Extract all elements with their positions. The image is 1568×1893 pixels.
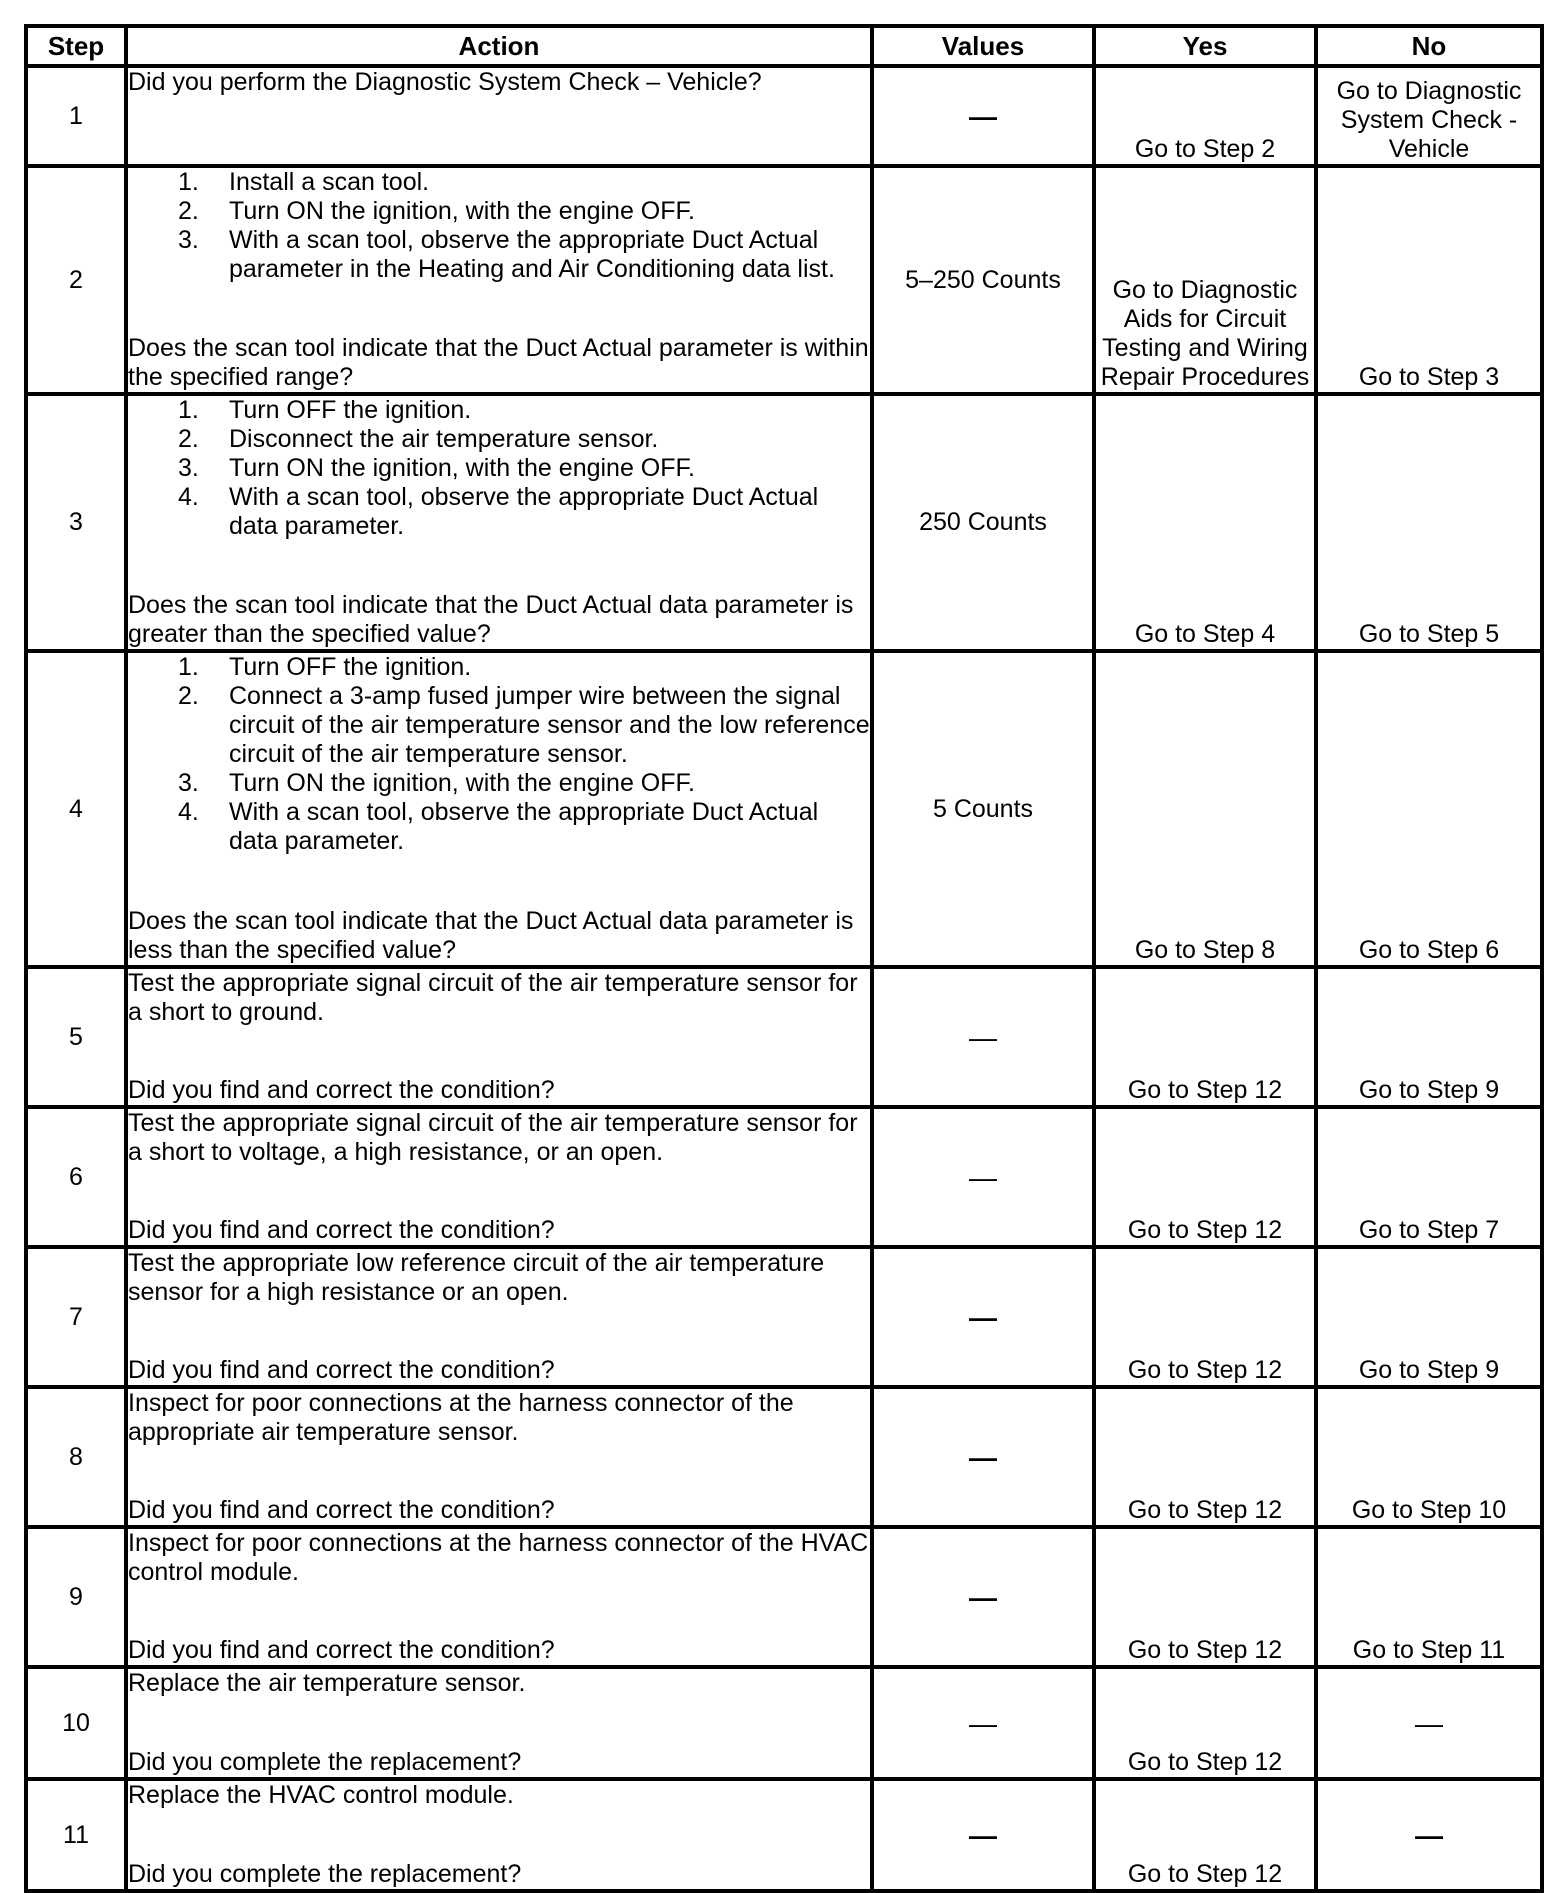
values-cell: — [872, 1527, 1094, 1667]
yes-cell: Go to Step 12 [1094, 1247, 1316, 1387]
action-step-text: Turn ON the ignition, with the engine OFF. [229, 769, 695, 797]
action-step-item [128, 197, 870, 226]
step-number: 11 [26, 1779, 126, 1891]
action-step-number: 3. [178, 226, 199, 254]
yes-cell: Go to Diagnostic Aids for Circuit Testing and Wiring Repair Procedures [1094, 166, 1316, 394]
step-number: 3 [26, 394, 126, 651]
values-cell: — [872, 967, 1094, 1107]
action-step-text: Turn OFF the ignition. [229, 653, 472, 681]
yes-cell: Go to Step 12 [1094, 1107, 1316, 1247]
action-text: Test the appropriate signal circuit of the air temperature sensor for a short to ground. [128, 969, 858, 1026]
action-question: Did you find and correct the condition? [128, 1216, 555, 1244]
header-yes: Yes [1094, 26, 1316, 66]
action-step-item [128, 682, 870, 769]
header-action: Action [126, 26, 872, 66]
yes-cell: Go to Step 2 [1094, 66, 1316, 166]
action-step-text: Turn ON the ignition, with the engine OFF. [229, 197, 695, 225]
action-step-number: 4. [178, 798, 199, 826]
values-cell: — [872, 66, 1094, 166]
action-text: Inspect for poor connections at the harness connector of the appropriate air temperature sensor. [128, 1389, 794, 1446]
action-step-text: With a scan tool, observe the appropriate Duct Actual parameter in the Heating and Air Conditioning data list. [229, 226, 835, 283]
step-number: 6 [26, 1107, 126, 1247]
action-cell [126, 1667, 872, 1779]
header-step: Step [26, 26, 126, 66]
action-question: Does the scan tool indicate that the Duct Actual parameter is within the specified range? [128, 334, 869, 391]
action-question: Did you find and correct the condition? [128, 1636, 555, 1664]
action-step-number: 1. [178, 653, 199, 681]
yes-cell: Go to Step 8 [1094, 651, 1316, 967]
no-cell: — [1316, 1779, 1542, 1891]
action-question: Did you find and correct the condition? [128, 1356, 555, 1384]
step-number: 5 [26, 967, 126, 1107]
action-steps [128, 168, 870, 284]
table-row [26, 1247, 1542, 1387]
table-row [26, 1779, 1542, 1891]
no-cell: Go to Step 7 [1316, 1107, 1542, 1247]
action-cell [126, 1527, 872, 1667]
step-number: 4 [26, 651, 126, 967]
values-cell: 5–250 Counts [872, 166, 1094, 394]
action-step-item [128, 396, 870, 425]
action-step-text: Turn OFF the ignition. [229, 396, 472, 424]
action-step-number: 4. [178, 483, 199, 511]
yes-cell: Go to Step 4 [1094, 394, 1316, 651]
header-no: No [1316, 26, 1542, 66]
action-cell [126, 1779, 872, 1891]
values-cell: — [872, 1247, 1094, 1387]
header-row [26, 26, 1542, 66]
action-step-text: Install a scan tool. [229, 168, 430, 196]
table-row [26, 1387, 1542, 1527]
action-question: Did you complete the replacement? [128, 1860, 522, 1888]
action-question: Does the scan tool indicate that the Duct Actual data parameter is greater than the specified value? [128, 591, 854, 648]
values-cell: 5 Counts [872, 651, 1094, 967]
action-step-item [128, 483, 870, 541]
action-step-item [128, 454, 870, 483]
action-text: Replace the HVAC control module. [128, 1781, 514, 1809]
action-question: Did you complete the replacement? [128, 1748, 522, 1776]
action-question: Did you find and correct the condition? [128, 1076, 555, 1104]
table-row [26, 394, 1542, 651]
action-step-item [128, 653, 870, 682]
action-text: Did you perform the Diagnostic System Check – Vehicle? [128, 68, 762, 96]
action-step-number: 1. [178, 396, 199, 424]
values-cell: — [872, 1779, 1094, 1891]
diagnostic-table [24, 24, 1544, 1893]
no-cell: Go to Step 6 [1316, 651, 1542, 967]
action-cell [126, 1387, 872, 1527]
step-number: 2 [26, 166, 126, 394]
yes-cell: Go to Step 12 [1094, 1527, 1316, 1667]
action-cell [126, 1107, 872, 1247]
action-step-item [128, 769, 870, 798]
action-step-text: Turn ON the ignition, with the engine OFF. [229, 454, 695, 482]
action-step-item [128, 168, 870, 197]
action-step-text: With a scan tool, observe the appropriate Duct Actual data parameter. [229, 483, 819, 540]
action-step-item [128, 226, 870, 284]
step-number: 7 [26, 1247, 126, 1387]
table-row [26, 651, 1542, 967]
no-cell: Go to Step 3 [1316, 166, 1542, 394]
action-question: Does the scan tool indicate that the Duct Actual data parameter is less than the specified value? [128, 907, 854, 964]
no-cell: Go to Step 5 [1316, 394, 1542, 651]
action-step-number: 1. [178, 168, 199, 196]
action-text: Replace the air temperature sensor. [128, 1669, 526, 1697]
no-cell: — [1316, 1667, 1542, 1779]
action-text: Test the appropriate low reference circuit of the air temperature sensor for a high resistance or an open. [128, 1249, 825, 1306]
no-cell: Go to Step 10 [1316, 1387, 1542, 1527]
action-text: Test the appropriate signal circuit of the air temperature sensor for a short to voltage, a high resistance, or an open. [128, 1109, 858, 1166]
action-step-number: 2. [178, 425, 199, 453]
table-row [26, 66, 1542, 166]
no-cell: Go to Step 11 [1316, 1527, 1542, 1667]
action-step-text: Connect a 3-amp fused jumper wire between the signal circuit of the air temperature sensor and the low reference circuit of the air temperature sensor. [229, 682, 870, 768]
action-step-item [128, 425, 870, 454]
step-number: 10 [26, 1667, 126, 1779]
values-cell: — [872, 1107, 1094, 1247]
action-cell [126, 66, 872, 166]
action-step-number: 3. [178, 454, 199, 482]
action-cell [126, 651, 872, 967]
header-values: Values [872, 26, 1094, 66]
no-cell: Go to Diagnostic System Check - Vehicle [1316, 66, 1542, 166]
values-cell: 250 Counts [872, 394, 1094, 651]
yes-cell: Go to Step 12 [1094, 1667, 1316, 1779]
action-cell [126, 967, 872, 1107]
no-cell: Go to Step 9 [1316, 1247, 1542, 1387]
action-steps [128, 653, 870, 856]
action-cell [126, 166, 872, 394]
step-number: 8 [26, 1387, 126, 1527]
table-row [26, 1107, 1542, 1247]
action-steps [128, 396, 870, 541]
step-number: 1 [26, 66, 126, 166]
action-step-text: Disconnect the air temperature sensor. [229, 425, 659, 453]
action-text: Inspect for poor connections at the harness connector of the HVAC control module. [128, 1529, 869, 1586]
values-cell: — [872, 1387, 1094, 1527]
action-cell [126, 1247, 872, 1387]
table-row [26, 166, 1542, 394]
step-number: 9 [26, 1527, 126, 1667]
action-cell [126, 394, 872, 651]
action-question: Did you find and correct the condition? [128, 1496, 555, 1524]
yes-cell: Go to Step 12 [1094, 1779, 1316, 1891]
action-step-number: 2. [178, 682, 199, 710]
yes-cell: Go to Step 12 [1094, 967, 1316, 1107]
table-row [26, 1527, 1542, 1667]
table-row [26, 1667, 1542, 1779]
action-step-number: 2. [178, 197, 199, 225]
action-step-number: 3. [178, 769, 199, 797]
action-step-item [128, 798, 870, 856]
yes-cell: Go to Step 12 [1094, 1387, 1316, 1527]
no-cell: Go to Step 9 [1316, 967, 1542, 1107]
table-row [26, 967, 1542, 1107]
action-step-text: With a scan tool, observe the appropriate Duct Actual data parameter. [229, 798, 819, 855]
values-cell: — [872, 1667, 1094, 1779]
